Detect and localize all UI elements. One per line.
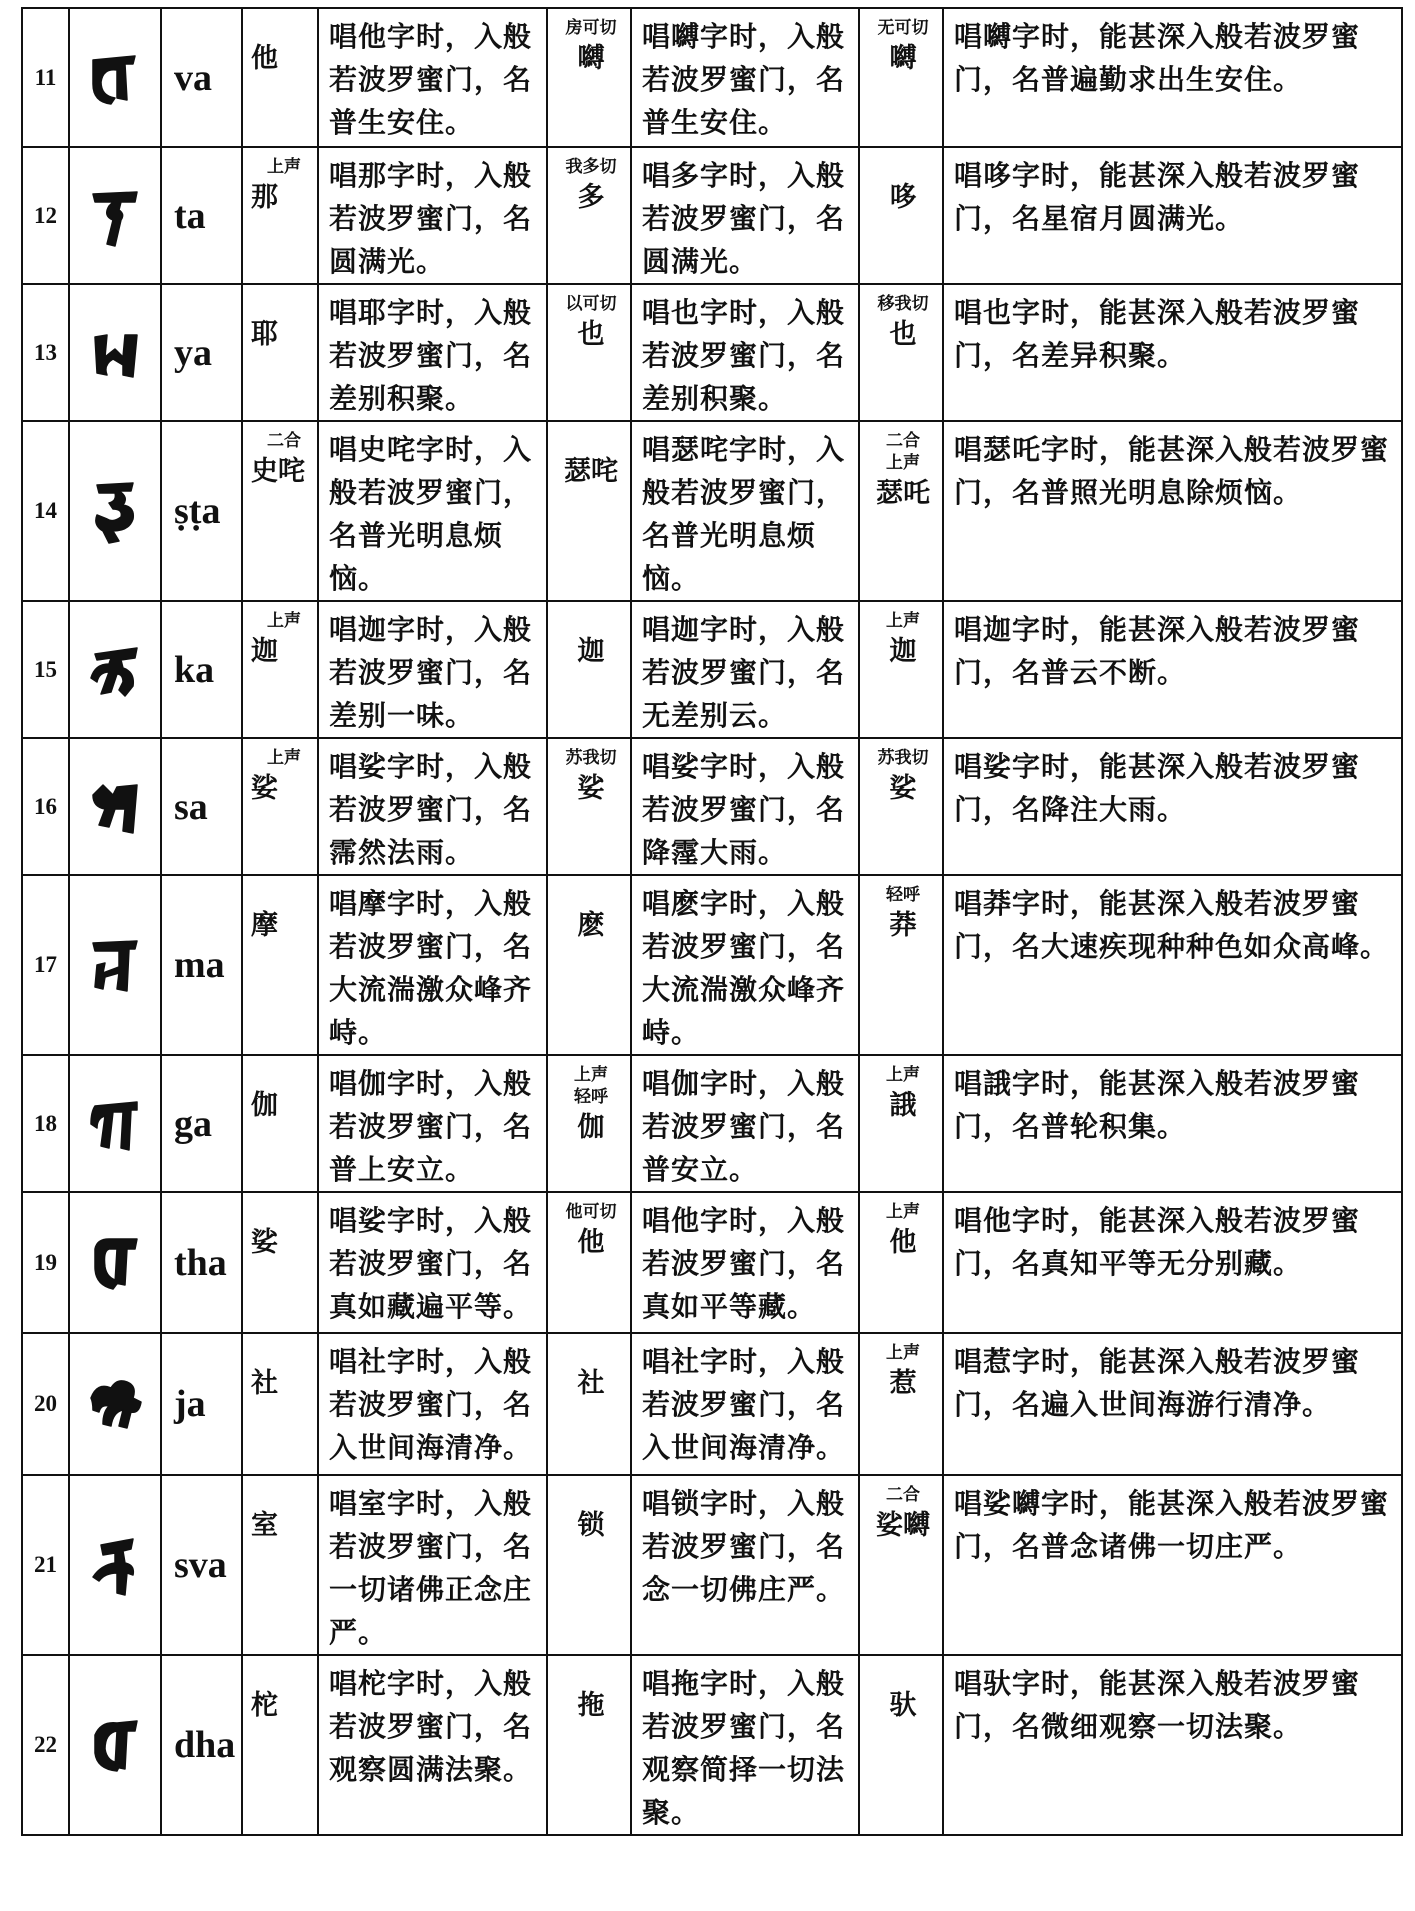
description-3: 唱誐字时，能甚深入般若波罗蜜门，名普轮积集。 xyxy=(943,1055,1402,1192)
chinese-transcription-2 xyxy=(547,421,631,601)
chinese-char-1: 迦 xyxy=(251,636,278,667)
chinese-transcription-1 xyxy=(242,1055,318,1192)
fanqie-note: 移我切 xyxy=(877,294,929,314)
pronunciation-note: 上声 xyxy=(267,611,301,631)
chinese-char-2: 拖 xyxy=(577,1690,605,1721)
romanization: ya xyxy=(161,284,242,421)
chinese-char-3: 瑟吒 xyxy=(876,478,930,509)
chinese-char-2: 社 xyxy=(577,1368,605,1399)
description-3: 唱也字时，能甚深入般若波罗蜜门，名差异积聚。 xyxy=(943,284,1402,421)
chinese-transcription-3 xyxy=(859,1655,943,1835)
chinese-char-1: 社 xyxy=(251,1368,278,1399)
description-3: 唱他字时，能甚深入般若波罗蜜门，名真知平等无分别藏。 xyxy=(943,1192,1402,1333)
row-number: 22 xyxy=(22,1655,69,1835)
chinese-transcription-3 xyxy=(859,1333,943,1475)
table-row xyxy=(22,1655,1402,1835)
chinese-transcription-1 xyxy=(242,738,318,875)
chinese-transcription-2 xyxy=(547,738,631,875)
description-3: 唱娑嚩字时，能甚深入般若波罗蜜门，名普念诸佛一切庄严。 xyxy=(943,1475,1402,1655)
siddham-glyph-cell xyxy=(69,1055,161,1192)
chinese-transcription-2 xyxy=(547,8,631,147)
fanqie-note: 他可切 xyxy=(565,1202,617,1222)
row-number: 13 xyxy=(22,284,69,421)
siddham-sva-icon xyxy=(83,1529,147,1601)
chinese-transcription-2 xyxy=(547,1333,631,1475)
chinese-char-3: 惹 xyxy=(889,1368,917,1399)
chinese-char-3: 誐 xyxy=(889,1090,917,1121)
chinese-transcription-1 xyxy=(242,875,318,1055)
fanqie-note: 二合 xyxy=(886,1485,920,1505)
chinese-char-1: 他 xyxy=(251,43,278,74)
table-row xyxy=(22,421,1402,601)
description-1: 唱柁字时，入般若波罗蜜门，名观察圆满法聚。 xyxy=(318,1655,547,1835)
description-3: 唱驮字时，能甚深入般若波罗蜜门，名微细观察一切法聚。 xyxy=(943,1655,1402,1835)
siddham-glyph-cell xyxy=(69,1475,161,1655)
siddham-glyph-cell xyxy=(69,421,161,601)
row-number: 11 xyxy=(22,8,69,147)
description-2: 唱瑟咤字时，入般若波罗蜜门，名普光明息烦恼。 xyxy=(631,421,859,601)
chinese-transcription-2 xyxy=(547,147,631,284)
romanization: ta xyxy=(161,147,242,284)
chinese-transcription-1 xyxy=(242,1192,318,1333)
chinese-char-1: 耶 xyxy=(251,319,278,350)
description-1: 唱耶字时，入般若波罗蜜门，名差别积聚。 xyxy=(318,284,547,421)
chinese-char-1: 史咤 xyxy=(251,456,305,487)
chinese-char-2: 也 xyxy=(577,319,605,350)
description-3: 唱哆字时，能甚深入般若波罗蜜门，名星宿月圆满光。 xyxy=(943,147,1402,284)
description-1: 唱娑字时，入般若波罗蜜门，名霈然法雨。 xyxy=(318,738,547,875)
row-number: 20 xyxy=(22,1333,69,1475)
siddham-ma-icon xyxy=(83,929,147,1001)
chinese-char-1: 伽 xyxy=(251,1090,278,1121)
chinese-char-1: 摩 xyxy=(251,910,278,941)
chinese-transcription-1 xyxy=(242,1655,318,1835)
description-3: 唱迦字时，能甚深入般若波罗蜜门，名普云不断。 xyxy=(943,601,1402,738)
chinese-transcription-1 xyxy=(242,1333,318,1475)
chinese-transcription-2 xyxy=(547,1055,631,1192)
chinese-char-1: 娑 xyxy=(251,773,278,804)
fanqie-note: 上声 xyxy=(886,611,920,631)
chinese-transcription-3 xyxy=(859,421,943,601)
chinese-transcription-1 xyxy=(242,147,318,284)
chinese-char-3: 莽 xyxy=(889,910,917,941)
romanization: tha xyxy=(161,1192,242,1333)
description-3: 唱瑟吒字时，能甚深入般若波罗蜜门，名普照光明息除烦恼。 xyxy=(943,421,1402,601)
siddham-glyph-cell xyxy=(69,601,161,738)
chinese-transcription-2 xyxy=(547,1655,631,1835)
chinese-transcription-2 xyxy=(547,875,631,1055)
description-2: 唱社字时，入般若波罗蜜门，名入世间海清净。 xyxy=(631,1333,859,1475)
fanqie-note: 上声 轻呼 xyxy=(574,1065,608,1107)
table-row xyxy=(22,8,1402,147)
description-1: 唱伽字时，入般若波罗蜜门，名普上安立。 xyxy=(318,1055,547,1192)
row-number: 19 xyxy=(22,1192,69,1333)
siddham-glyph-cell xyxy=(69,738,161,875)
description-2: 唱也字时，入般若波罗蜜门，名差别积聚。 xyxy=(631,284,859,421)
siddham-tha-icon xyxy=(83,1227,147,1299)
table-row xyxy=(22,284,1402,421)
siddham-glyph-cell xyxy=(69,1333,161,1475)
chinese-char-2: 他 xyxy=(577,1227,605,1258)
chinese-transcription-1 xyxy=(242,284,318,421)
chinese-char-3: 娑嚩 xyxy=(876,1510,930,1541)
description-3: 唱莽字时，能甚深入般若波罗蜜门，名大速疾现种种色如众高峰。 xyxy=(943,875,1402,1055)
chinese-char-3: 他 xyxy=(889,1227,917,1258)
chinese-transcription-2 xyxy=(547,1475,631,1655)
table-row xyxy=(22,1475,1402,1655)
siddham-sta-icon xyxy=(83,475,147,547)
description-3: 唱嚩字时，能甚深入般若波罗蜜门，名普遍勤求出生安住。 xyxy=(943,8,1402,147)
table-row xyxy=(22,875,1402,1055)
siddham-glyph-cell xyxy=(69,1192,161,1333)
row-number: 16 xyxy=(22,738,69,875)
description-3: 唱惹字时，能甚深入般若波罗蜜门，名遍入世间海游行清净。 xyxy=(943,1333,1402,1475)
description-2: 唱他字时，入般若波罗蜜门，名真如平等藏。 xyxy=(631,1192,859,1333)
fanqie-note: 上声 xyxy=(886,1202,920,1222)
chinese-char-3: 哆 xyxy=(889,182,917,213)
fanqie-note: 无可切 xyxy=(877,18,929,38)
description-1: 唱他字时，入般若波罗蜜门，名普生安住。 xyxy=(318,8,547,147)
fanqie-note: 房可切 xyxy=(565,18,617,38)
romanization: sa xyxy=(161,738,242,875)
description-1: 唱迦字时，入般若波罗蜜门，名差别一味。 xyxy=(318,601,547,738)
description-1: 唱史咤字时，入般若波罗蜜门，名普光明息烦恼。 xyxy=(318,421,547,601)
chinese-char-1: 那 xyxy=(251,182,278,213)
row-number: 12 xyxy=(22,147,69,284)
pronunciation-note: 上声 xyxy=(267,157,301,177)
description-2: 唱多字时，入般若波罗蜜门，名圆满光。 xyxy=(631,147,859,284)
row-number: 14 xyxy=(22,421,69,601)
table-row xyxy=(22,1055,1402,1192)
chinese-char-1: 柁 xyxy=(251,1690,278,1721)
romanization: ma xyxy=(161,875,242,1055)
siddham-ka-icon xyxy=(83,634,147,706)
siddham-ja-icon xyxy=(83,1368,147,1440)
chinese-transcription-1 xyxy=(242,1475,318,1655)
fanqie-note: 上声 xyxy=(886,1065,920,1085)
row-number: 15 xyxy=(22,601,69,738)
chinese-char-3: 驮 xyxy=(889,1690,917,1721)
chinese-transcription-3 xyxy=(859,738,943,875)
description-1: 唱社字时，入般若波罗蜜门，名入世间海清净。 xyxy=(318,1333,547,1475)
chinese-char-2: 嚩 xyxy=(577,43,605,74)
siddham-ga-icon xyxy=(83,1088,147,1160)
chinese-transcription-1 xyxy=(242,601,318,738)
romanization: dha xyxy=(161,1655,242,1835)
chinese-char-1: 娑 xyxy=(251,1227,278,1258)
row-number: 21 xyxy=(22,1475,69,1655)
siddham-dha-icon xyxy=(83,1709,147,1781)
chinese-char-2: 瑟咤 xyxy=(564,456,618,487)
pronunciation-note: 上声 xyxy=(267,748,301,768)
chinese-transcription-3 xyxy=(859,147,943,284)
fanqie-note: 苏我切 xyxy=(565,748,617,768)
chinese-char-3: 娑 xyxy=(889,773,917,804)
romanization: ja xyxy=(161,1333,242,1475)
siddham-va-icon xyxy=(83,42,147,114)
table-row xyxy=(22,738,1402,875)
chinese-transcription-3 xyxy=(859,1055,943,1192)
chinese-transcription-1 xyxy=(242,421,318,601)
description-3: 唱娑字时，能甚深入般若波罗蜜门，名降注大雨。 xyxy=(943,738,1402,875)
chinese-transcription-2 xyxy=(547,601,631,738)
siddham-glyph-cell xyxy=(69,284,161,421)
romanization: ṣṭa xyxy=(161,421,242,601)
chinese-transcription-2 xyxy=(547,1192,631,1333)
chinese-char-2: 锁 xyxy=(577,1510,605,1541)
description-2: 唱迦字时，入般若波罗蜜门，名无差别云。 xyxy=(631,601,859,738)
chinese-transcription-3 xyxy=(859,8,943,147)
fanqie-note: 我多切 xyxy=(565,157,617,177)
row-number: 18 xyxy=(22,1055,69,1192)
syllabary-table xyxy=(21,7,1403,1836)
description-2: 唱娑字时，入般若波罗蜜门，名降霪大雨。 xyxy=(631,738,859,875)
chinese-transcription-2 xyxy=(547,284,631,421)
chinese-transcription-3 xyxy=(859,601,943,738)
chinese-transcription-3 xyxy=(859,284,943,421)
description-1: 唱那字时，入般若波罗蜜门，名圆满光。 xyxy=(318,147,547,284)
table-row xyxy=(22,601,1402,738)
description-1: 唱室字时，入般若波罗蜜门，名一切诸佛正念庄严。 xyxy=(318,1475,547,1655)
fanqie-note: 二合 上声 xyxy=(886,431,920,473)
description-2: 唱拖字时，入般若波罗蜜门，名观察简择一切法聚。 xyxy=(631,1655,859,1835)
fanqie-note: 以可切 xyxy=(565,294,617,314)
pronunciation-note: 二合 xyxy=(267,431,301,451)
siddham-ta-icon xyxy=(83,180,147,252)
fanqie-note: 上声 xyxy=(886,1343,920,1363)
chinese-char-3: 迦 xyxy=(889,636,917,667)
fanqie-note: 苏我切 xyxy=(877,748,929,768)
chinese-char-3: 也 xyxy=(889,319,917,350)
siddham-glyph-cell xyxy=(69,8,161,147)
chinese-char-1: 室 xyxy=(251,1510,278,1541)
chinese-char-3: 嚩 xyxy=(889,43,917,74)
table-row xyxy=(22,1333,1402,1475)
romanization: sva xyxy=(161,1475,242,1655)
siddham-glyph-cell xyxy=(69,1655,161,1835)
chinese-char-2: 娑 xyxy=(577,773,605,804)
description-2: 唱嚩字时，入般若波罗蜜门，名普生安住。 xyxy=(631,8,859,147)
siddham-sa-icon xyxy=(83,771,147,843)
table-row xyxy=(22,1192,1402,1333)
description-1: 唱摩字时，入般若波罗蜜门，名大流湍激众峰齐峙。 xyxy=(318,875,547,1055)
syllabary-table-page xyxy=(21,7,1401,1895)
chinese-transcription-1 xyxy=(242,8,318,147)
description-2: 唱伽字时，入般若波罗蜜门，名普安立。 xyxy=(631,1055,859,1192)
description-2: 唱锁字时，入般若波罗蜜门，名念一切佛庄严。 xyxy=(631,1475,859,1655)
romanization: va xyxy=(161,8,242,147)
chinese-char-2: 伽 xyxy=(577,1112,605,1143)
chinese-transcription-3 xyxy=(859,1475,943,1655)
table-row xyxy=(22,147,1402,284)
chinese-char-2: 多 xyxy=(577,182,605,213)
description-1: 唱娑字时，入般若波罗蜜门，名真如藏遍平等。 xyxy=(318,1192,547,1333)
chinese-transcription-3 xyxy=(859,875,943,1055)
siddham-ya-icon xyxy=(83,317,147,389)
siddham-glyph-cell xyxy=(69,147,161,284)
chinese-char-2: 迦 xyxy=(577,636,605,667)
romanization: ka xyxy=(161,601,242,738)
description-2: 唱麽字时，入般若波罗蜜门，名大流湍激众峰齐峙。 xyxy=(631,875,859,1055)
romanization: ga xyxy=(161,1055,242,1192)
chinese-char-2: 麽 xyxy=(577,910,605,941)
siddham-glyph-cell xyxy=(69,875,161,1055)
chinese-transcription-3 xyxy=(859,1192,943,1333)
row-number: 17 xyxy=(22,875,69,1055)
fanqie-note: 轻呼 xyxy=(886,885,920,905)
